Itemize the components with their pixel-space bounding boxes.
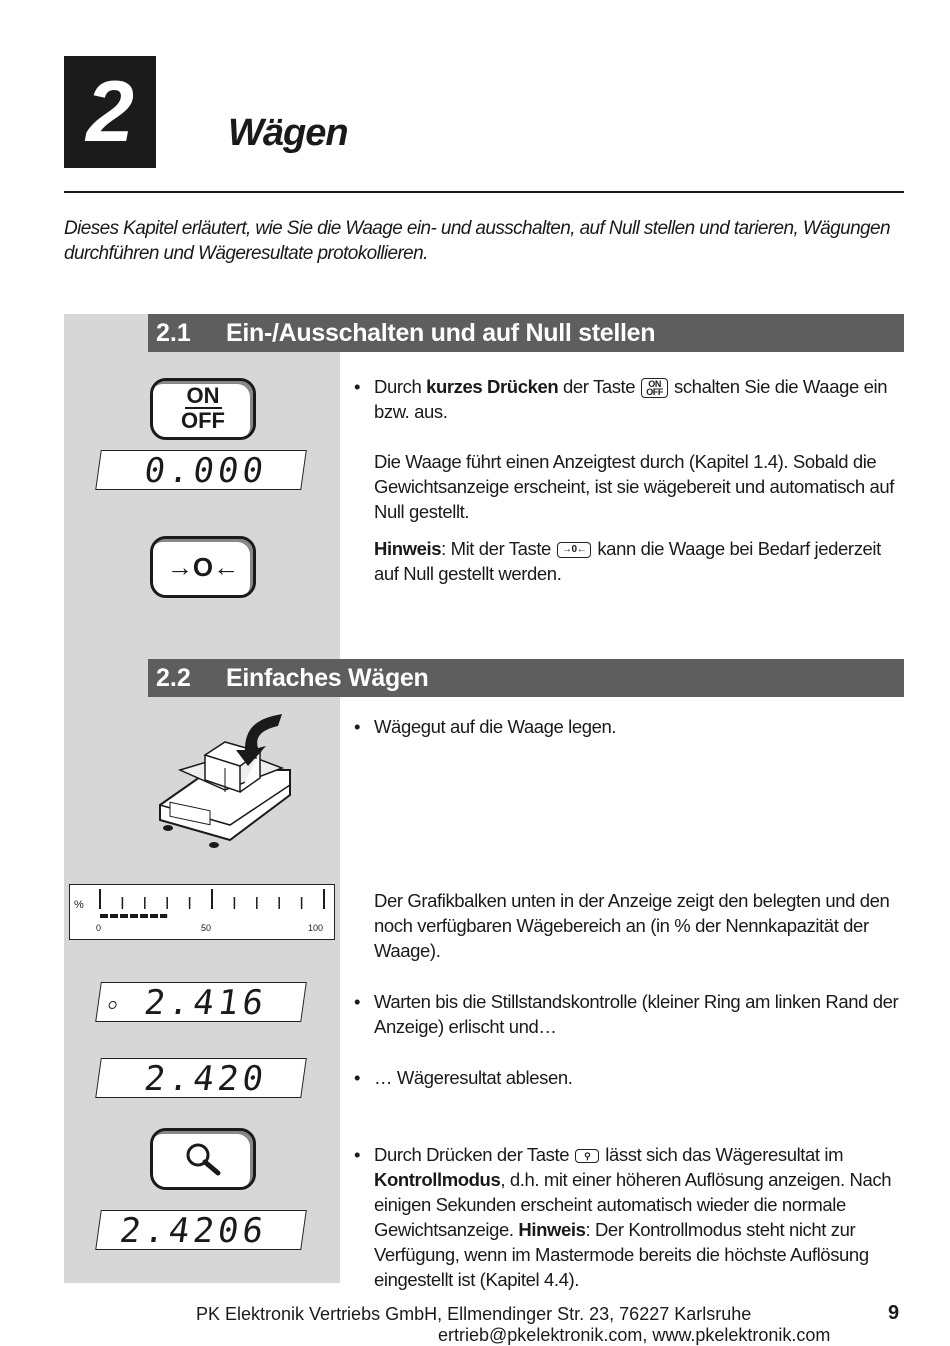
section-title: Einfaches Wägen — [226, 664, 429, 692]
on-off-key — [150, 378, 256, 440]
chapter-number: 2 — [64, 56, 156, 168]
weight-display-zero — [95, 450, 307, 490]
footer-company: PK Elektronik Vertriebs GmbH, Ellmendinger Str. 23, 76227 Karlsruhe — [196, 1304, 752, 1324]
weight-display-stable — [95, 1058, 307, 1098]
weight-display-unstable — [95, 982, 307, 1022]
footer-contact: ertrieb@pkelektronik.com, www.pkelektronik.com — [438, 1325, 831, 1345]
on-label: ON — [186, 383, 220, 408]
bar-tick-0: 0 — [96, 923, 102, 933]
display-value: 2.4206 — [117, 1211, 270, 1251]
section-heading-2-2 — [148, 659, 904, 697]
stability-ring-icon — [108, 1001, 117, 1009]
bar-percent-label: % — [74, 899, 84, 911]
bar-tick-50: 50 — [201, 923, 212, 933]
control-mode-key — [150, 1128, 256, 1190]
weight-display-control-mode — [95, 1210, 307, 1250]
onoff-paragraph: • Durch kurzes Drücken der Taste ON OFF schalten Sie die Waage ein bzw. aus. — [354, 376, 888, 422]
read-result-bullet: • … Wägeresultat ablesen. — [354, 1067, 573, 1088]
zero-key-inline-icon: →0← — [557, 542, 591, 558]
display-value: 2.416 — [141, 983, 270, 1023]
capacity-bar-graph — [69, 884, 335, 940]
page-number: 9 — [888, 1302, 900, 1324]
bar-tick-100: 100 — [308, 923, 324, 933]
wait-stability-bullet: • Warten bis die Stillstandskontrolle (kleiner Ring am linken Rand der Anzeige) erlischt und… — [354, 991, 899, 1037]
section1-text — [354, 374, 904, 586]
on-off-key-inline-icon: ON OFF — [641, 378, 668, 398]
title-rule — [64, 191, 904, 193]
zero-key — [150, 536, 256, 598]
section-heading-2-1 — [148, 314, 904, 352]
zero-key-label: →O← — [166, 551, 240, 582]
zero-hint-paragraph: Hinweis: Mit der Taste →0← kann die Waage bei Bedarf jederzeit auf Null gestellt werden. — [374, 538, 881, 584]
display-value: 0.000 — [141, 451, 270, 491]
section-number: 2.2 — [156, 664, 191, 692]
magnifier-key-inline-icon: ⚲ — [575, 1149, 599, 1163]
control-mode-paragraph: • Durch Drücken der Taste ⚲ lässt sich das Wägeresultat im Kontrollmodus, d.h. mit einer höheren Auflösung anzeigen. Nach einigen Sekunden erscheint automatisch wieder die normale Gewichtsanzeige. Hinweis: Der Kontrollmodus steht nicht zur Verfügung, wenn im Mastermode bereits die höchste Auflösung eingestellt ist (Kapitel 4.4). — [354, 1144, 892, 1290]
bar-graph-scale — [98, 889, 330, 921]
display-value: 2.420 — [141, 1059, 270, 1099]
chapter-intro: Dieses Kapitel erläutert, wie Sie die Waage ein- und ausschalten, auf Null stellen und tarieren, Wägungen durchführen und Wägeresultate protokollieren. — [64, 218, 890, 264]
chapter-title: Wägen — [228, 112, 348, 154]
off-label: OFF — [181, 408, 225, 433]
scale-with-load-illustration — [150, 710, 300, 860]
bar-graph-paragraph: Der Grafikbalken unten in der Anzeige zeigt den belegten und den noch verfügbaren Wägebereich an (in % der Nennkapazität der Waage). — [374, 890, 890, 961]
place-load-bullet: • Wägegut auf die Waage legen. — [354, 716, 617, 737]
section-title: Ein-/Ausschalten und auf Null stellen — [226, 319, 656, 347]
display-test-paragraph: Die Waage führt einen Anzeigtest durch (Kapitel 1.4). Sobald die Gewichtsanzeige erscheint, ist sie wägebereit und automatisch auf Null gestellt. — [374, 451, 895, 522]
magnifier-icon — [178, 1139, 228, 1179]
section-number: 2.1 — [156, 319, 191, 347]
